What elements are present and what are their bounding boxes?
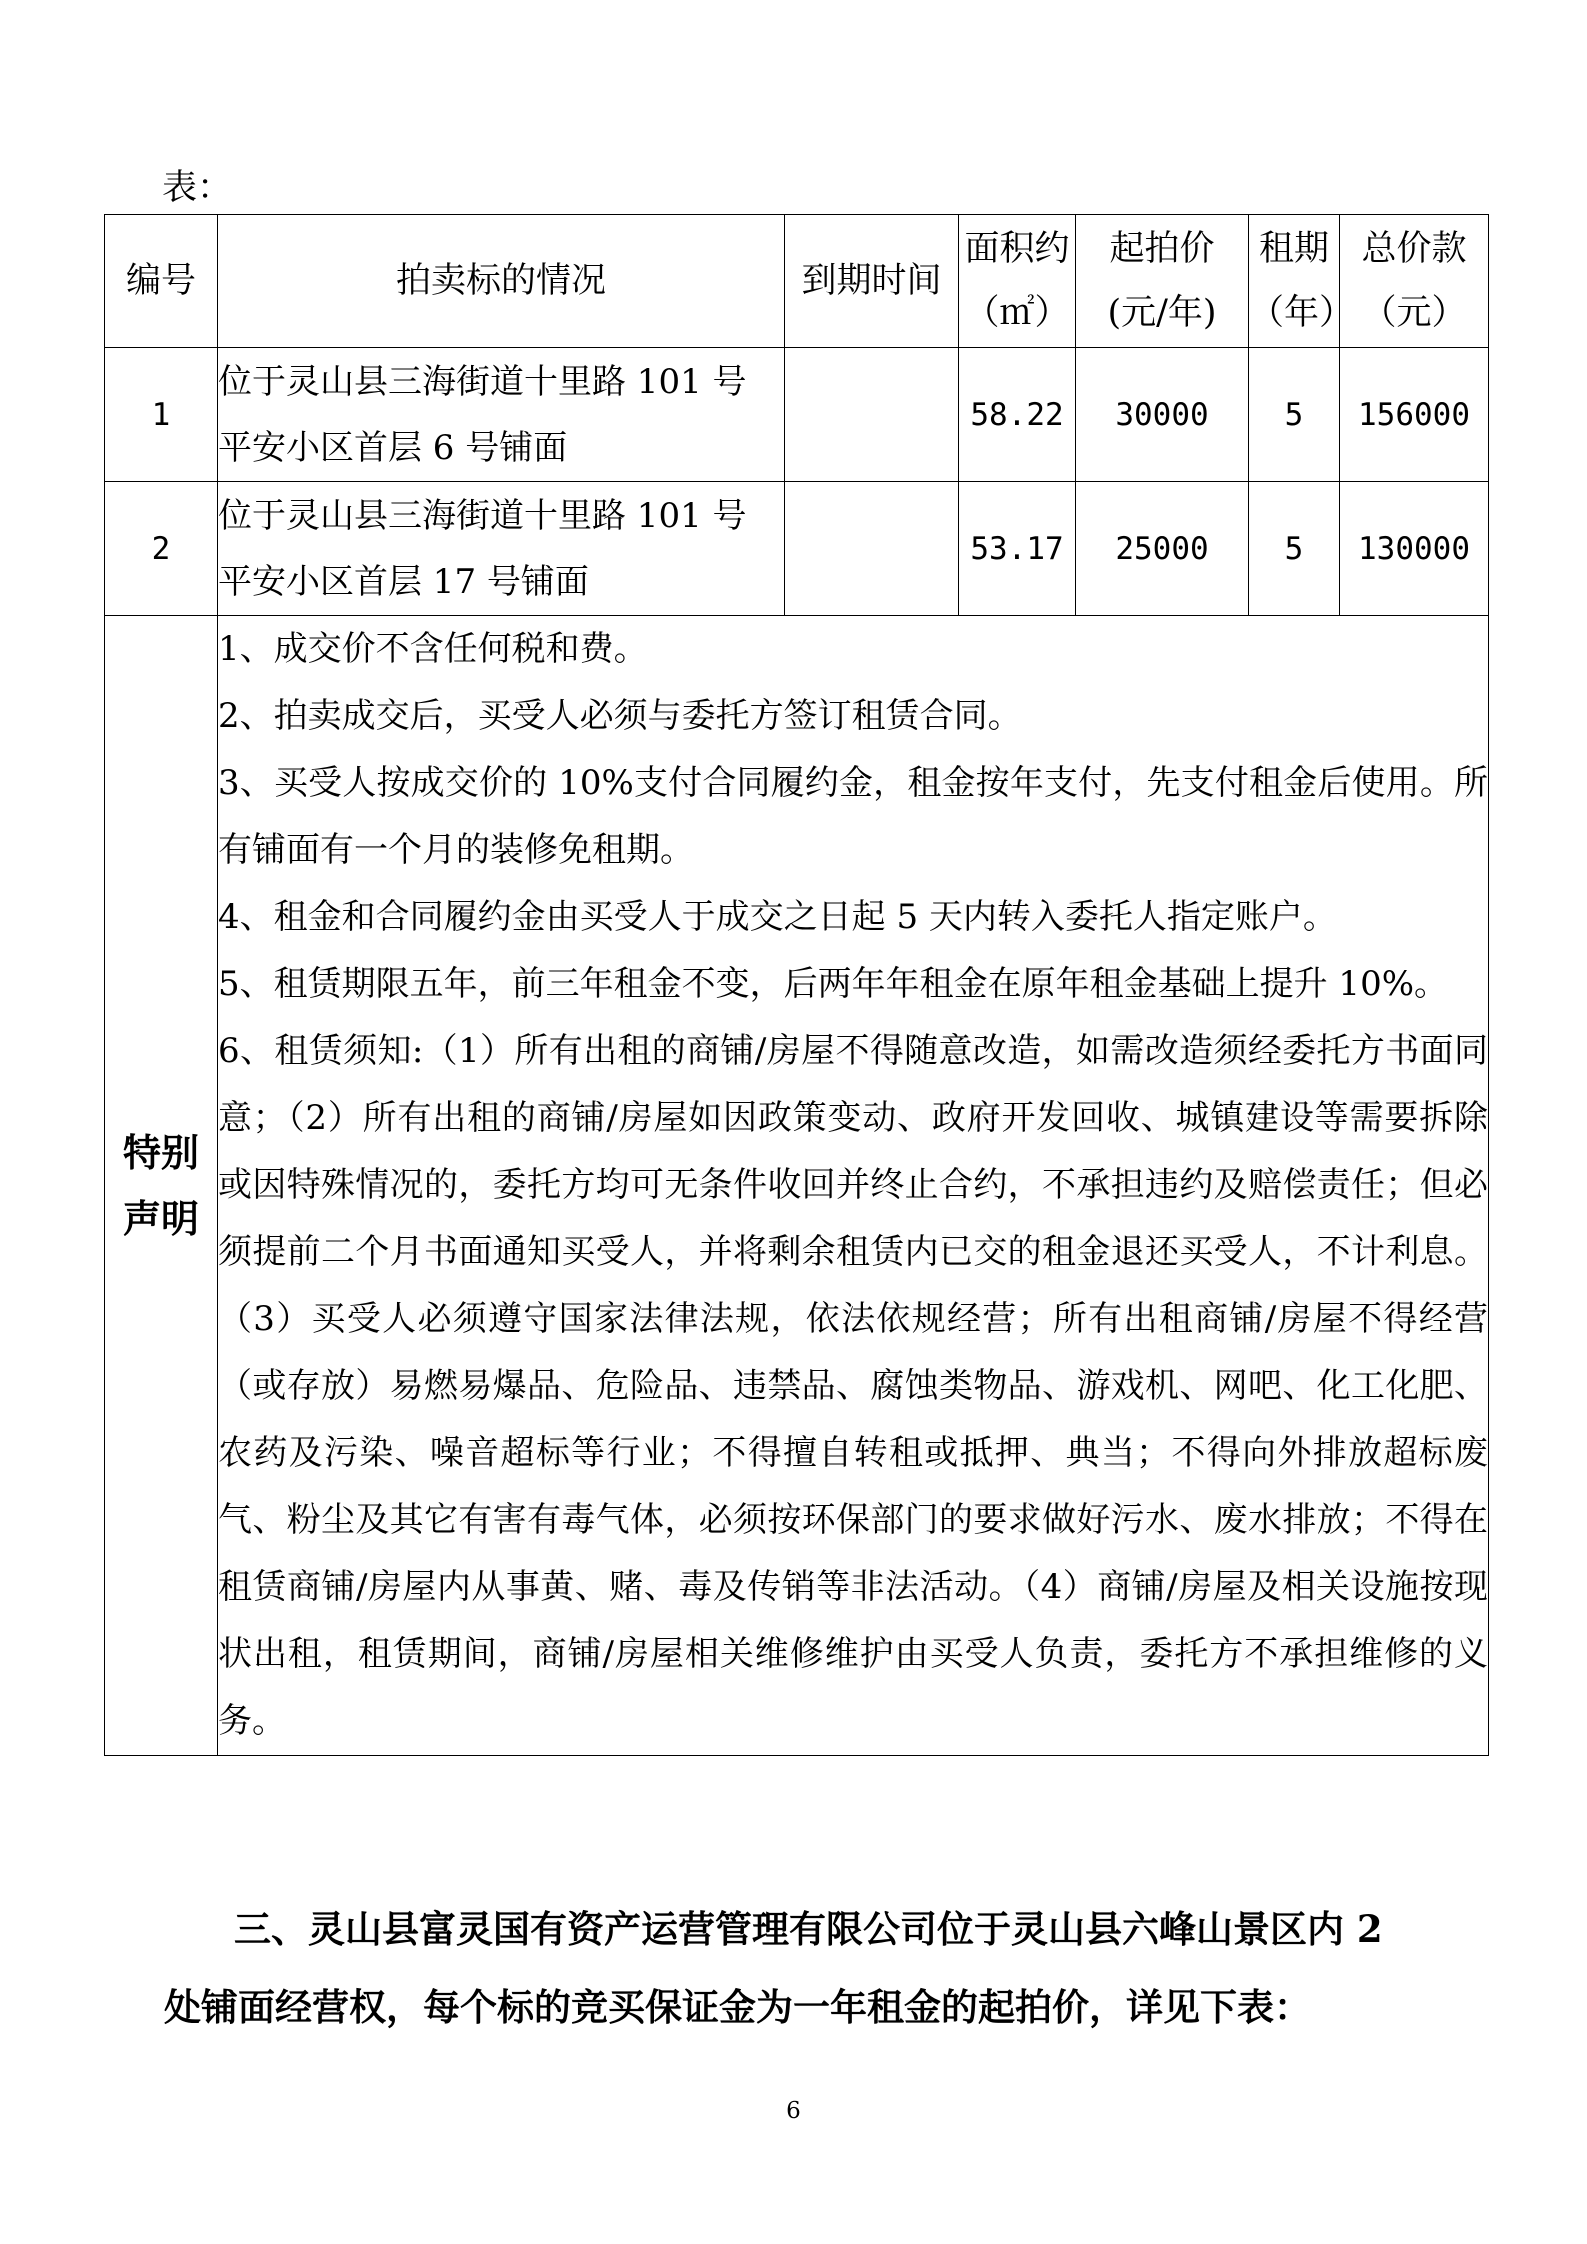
header-no: 编号 — [105, 215, 218, 348]
row-total: 156000 — [1340, 348, 1489, 482]
row-subject-l2: 平安小区首层 6 号铺面 — [218, 427, 568, 468]
note-item: 6、租赁须知:（1）所有出租的商铺/房屋不得随意改造，如需改造须经委托方书面同意；（2）所有出租的商铺/房屋如因政策变动、政府开发回收、城镇建设等需要拆除或因特殊情况的，委托方均可无条件收回并终止合约，不承担违约及赔偿责任；但必须提前二个月书面通知买受人，并将剩余租赁内已交的租金退还买受人，不计利息。（3）买受人必须遵守国家法律法规，依法依规经营；所有出租商铺/房屋不得经营（或存放）易燃易爆品、危险品、违禁品、腐蚀类物品、游戏机、网吧、化工化肥、农药及污染、噪音超标等行业；不得擅自转租或抵押、典当；不得向外排放超标废气、粉尘及其它有害有毒气体，必须按环保部门的要求做好污水、废水排放；不得在租赁商铺/房屋内从事黄、赌、毒及传销等非法活动。（4）商铺/房屋及相关设施按现状出租，租赁期间，商铺/房屋相关维修维护由买受人负责，委托方不承担维修的义务。 — [218, 1031, 1488, 1741]
row-expiry — [785, 348, 959, 482]
section-3-line2: 处铺面经营权，每个标的竞买保证金为一年租金的起拍价，详见下表： — [164, 1985, 1311, 2029]
auction-table — [104, 214, 1489, 1756]
header-subject: 拍卖标的情况 — [218, 215, 785, 348]
table-caption: 表： — [162, 168, 233, 208]
header-total — [1340, 215, 1489, 348]
note-item: 5、租赁期限五年，前三年租金不变，后两年年租金在原年租金基础上提升 10%。 — [218, 964, 1449, 1004]
header-price — [1076, 215, 1249, 348]
row-total: 130000 — [1340, 482, 1489, 616]
notes-label — [105, 616, 218, 1756]
row-price: 25000 — [1076, 482, 1249, 616]
section-3-paragraph — [164, 1890, 1444, 2046]
page-number: 6 — [786, 2098, 801, 2124]
table-row — [105, 348, 1489, 482]
header-term — [1249, 215, 1355, 348]
row-area: 58.22 — [959, 348, 1076, 482]
row-subject-l2: 平安小区首层 17 号铺面 — [218, 561, 589, 602]
note-item: 4、租金和合同履约金由买受人于成交之日起 5 天内转入委托人指定账户。 — [218, 897, 1337, 937]
header-total-l2: （元） — [1361, 293, 1467, 333]
table-row — [105, 482, 1489, 616]
header-expiry: 到期时间 — [785, 215, 959, 348]
section-3-line1: 三、灵山县富灵国有资产运营管理有限公司位于灵山县六峰山景区内 2 — [234, 1907, 1383, 1951]
table-header-row — [105, 215, 1489, 348]
notes-label-l1: 特别 — [122, 1129, 199, 1175]
row-price: 30000 — [1076, 348, 1249, 482]
row-no: 1 — [105, 348, 218, 482]
row-subject — [218, 348, 785, 482]
notes-row — [105, 616, 1489, 1756]
row-term: 5 — [1249, 482, 1340, 616]
row-expiry — [785, 482, 959, 616]
header-term-l1: 租期 — [1258, 229, 1329, 269]
header-area-l2: （㎡） — [964, 293, 1070, 333]
header-area-l1: 面积约 — [964, 229, 1070, 269]
header-total-l1: 总价款 — [1361, 229, 1467, 269]
row-subject-l1: 位于灵山县三海街道十里路 101 号 — [218, 495, 747, 536]
row-subject — [218, 482, 785, 616]
note-item: 1、成交价不含任何税和费。 — [218, 629, 648, 669]
notes-label-l2: 声明 — [122, 1195, 199, 1241]
row-subject-l1: 位于灵山县三海街道十里路 101 号 — [218, 361, 747, 402]
note-item: 3、买受人按成交价的 10%支付合同履约金，租金按年支付，先支付租金后使用。所有铺面有一个月的装修免租期。 — [218, 763, 1488, 870]
header-price-l2: (元/年) — [1107, 293, 1217, 333]
row-no: 2 — [105, 482, 218, 616]
header-area — [959, 215, 1076, 348]
row-term: 5 — [1249, 348, 1340, 482]
notes-body — [218, 616, 1489, 1756]
header-term-l2: （年） — [1249, 293, 1355, 333]
row-area: 53.17 — [959, 482, 1076, 616]
note-item: 2、拍卖成交后，买受人必须与委托方签订租赁合同。 — [218, 696, 1022, 736]
header-price-l1: 起拍价 — [1109, 229, 1215, 269]
